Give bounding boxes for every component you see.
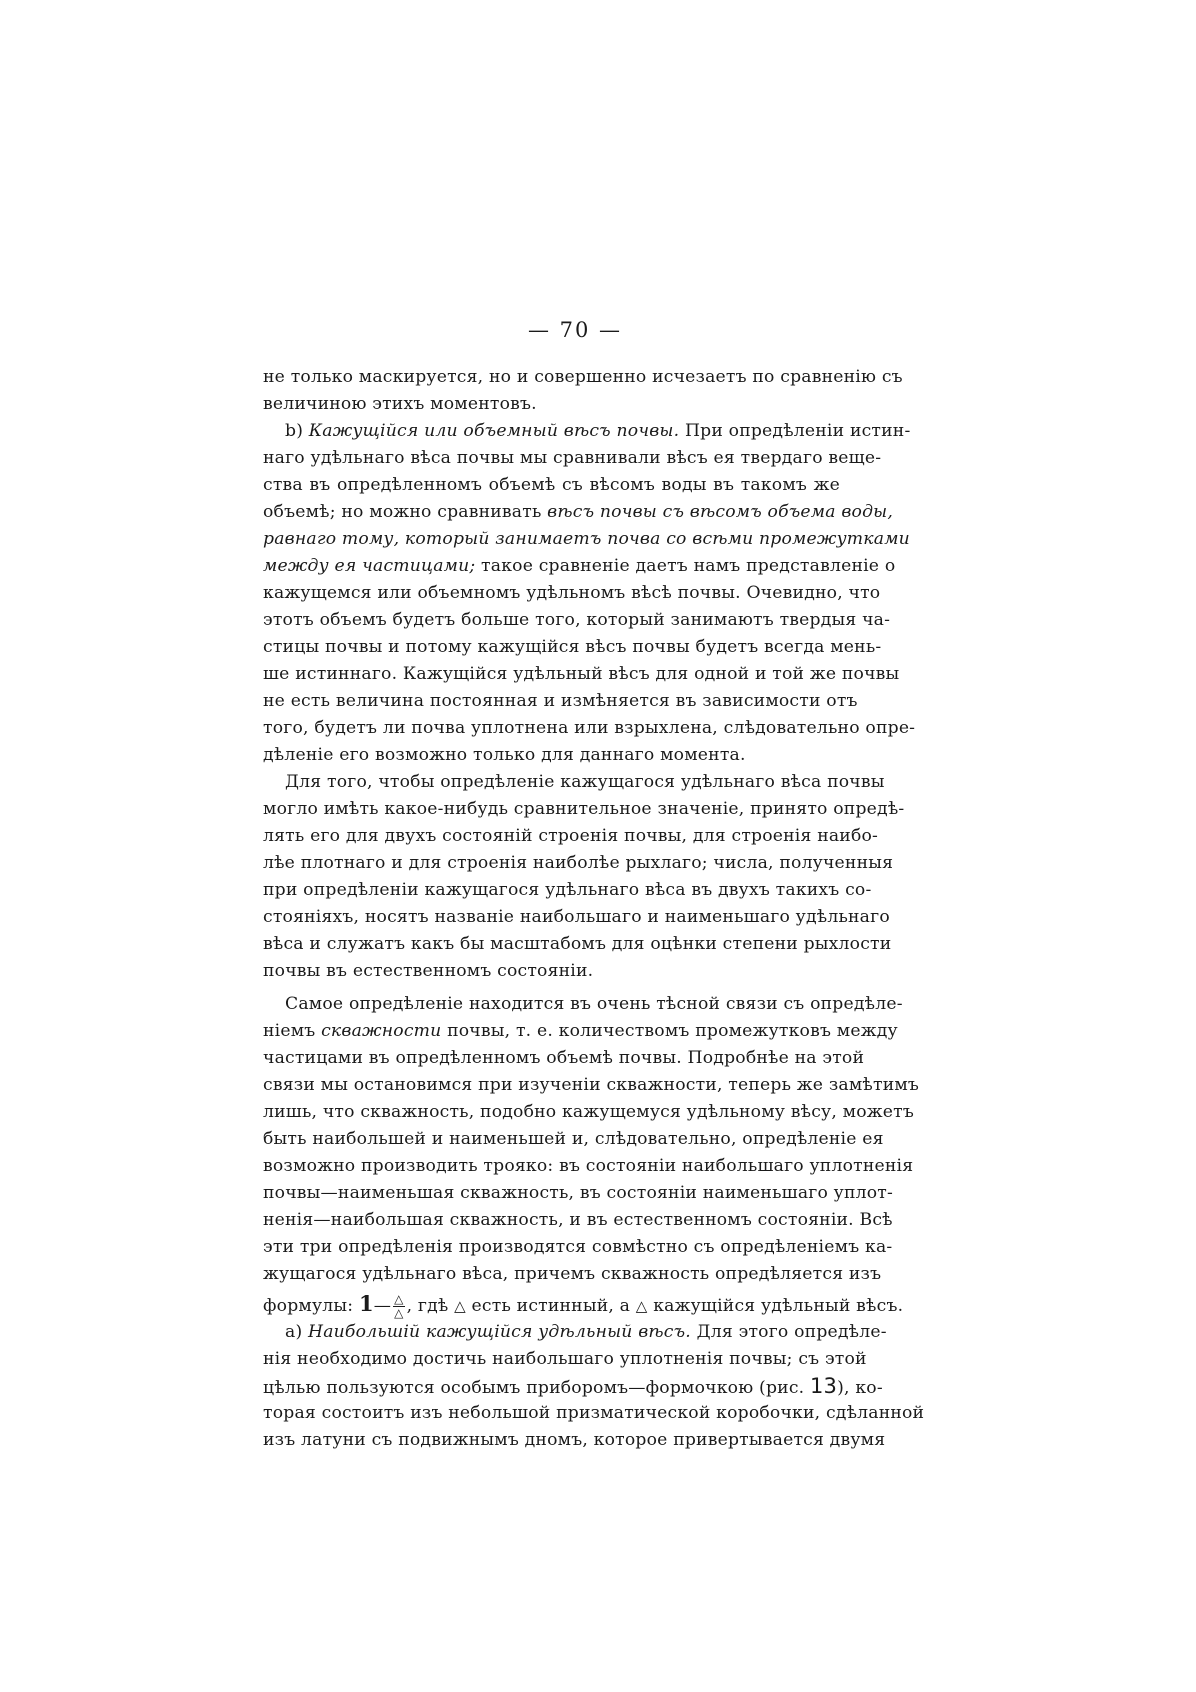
text-line: Самое опредѣленіе находится въ очень тѣсной связи съ опредѣле- [285,994,903,1014]
text-line: почвы въ естественномъ состояніи. [263,961,594,981]
text-line: цѣлью пользуются особымъ приборомъ—формочкою (рис. 13), ко- [263,1374,883,1398]
text-line: лишь, что скважность, подобно кажущемуся удѣльному вѣсу, можетъ [263,1102,915,1122]
text-line: ніемъ скважности почвы, т. е. количествомъ промежутковъ между [263,1021,898,1041]
section-a-title: Наибольшій кажущійся удѣльный вѣсъ. [308,1322,691,1342]
text-line: жущагося удѣльнаго вѣса, причемъ скважность опредѣляется изъ [263,1264,882,1284]
text-line: того, будетъ ли почва уплотнена или взрыхлена, слѣдовательно опре- [263,718,916,738]
text-line: могло имѣть какое-нибудь сравнительное значеніе, принято опредѣ- [263,799,905,819]
page-number: — 70 — [527,318,623,342]
text-line: этотъ объемъ будетъ больше того, который занимаютъ твердыя ча- [263,610,891,630]
delta-true-symbol: △ [454,1297,466,1315]
body-text [263,364,925,1454]
section-b-heading-line: b) Кажущійся или объемный вѣсъ почвы. При опредѣленіи истин- [285,421,911,441]
text-line: ше истиннаго. Кажущійся удѣльный вѣсъ для одной и той же почвы [263,664,900,684]
text-line: связи мы остановимся при изученіи скважности, теперь же замѣтимъ [263,1075,920,1095]
text-line: почвы—наименьшая скважность, въ состояніи наименьшаго уплот- [263,1183,894,1203]
text-line: объемѣ; но можно сравнивать вѣсъ почвы съ вѣсомъ объема воды, [263,502,894,522]
text-line: торая состоитъ изъ небольшой призматической коробочки, сдѣланной [263,1403,925,1423]
text-line: вѣса и служатъ какъ бы масштабомъ для оцѣнки степени рыхлости [263,934,892,954]
text-line: частицами въ опредѣленномъ объемѣ почвы. Подробнѣе на этой [263,1048,865,1068]
text-line: кажущемся или объемномъ удѣльномъ вѣсѣ почвы. Очевидно, что [263,583,881,603]
text-line: ства въ опредѣленномъ объемѣ съ вѣсомъ воды въ такомъ же [263,475,840,495]
text-line: не только маскируется, но и совершенно исчезаетъ по сравненію съ [263,367,903,387]
text-line: быть наибольшей и наименьшей и, слѣдовательно, опредѣленіе ея [263,1129,884,1149]
text-line: нія необходимо достичь наибольшаго уплотненія почвы; съ этой [263,1349,867,1369]
formula-one: 1 [358,1291,374,1316]
text-line: лѣе плотнаго и для строенія наиболѣе рыхлаго; числа, полученныя [263,853,894,873]
handwritten-figure-number: 13 [809,1374,838,1398]
text-line: стицы почвы и потому кажущійся вѣсъ почвы будетъ всегда мень- [263,637,882,657]
text-line: изъ латуни съ подвижнымъ дномъ, которое привертывается двумя [263,1430,886,1450]
text-line: стояніяхъ, носятъ названіе наибольшаго и наименьшаго удѣльнаго [263,907,890,927]
text-line: равнаго тому, который занимаетъ почва со всѣми промежутками [263,529,910,549]
text-line: возможно производить трояко: въ состояніи наибольшаго уплотненія [263,1156,914,1176]
section-a-heading-line: a) Наибольшій кажущійся удѣльный вѣсъ. Для этого опредѣле- [285,1322,887,1342]
delta-apparent-symbol: △ [635,1297,648,1315]
formula-fraction: $\frac{\triangle}{\triangle}$ [394,1292,404,1320]
text-line: Для того, чтобы опредѣленіе кажущагося удѣльнаго вѣса почвы [285,772,885,792]
text-line: при опредѣленіи кажущагося удѣльнаго вѣса въ двухъ такихъ со- [263,880,872,900]
text-line: не есть величина постоянная и измѣняется въ зависимости отъ [263,691,858,711]
text-line: лять его для двухъ состояній строенія почвы, для строенія наибо- [263,826,879,846]
formula-line: формулы: 1— $\frac{\triangle}{\triangle}$ , гдѣ △ есть истинный, а △ кажущійся удѣльный вѣсъ. [263,1291,904,1320]
text-line: дѣленіе его возможно только для даннаго момента. [263,745,746,765]
text-line: эти три опредѣленія производятся совмѣстно съ опредѣленіемъ ка- [263,1237,893,1257]
text-line: между ея частицами; такое сравненіе даетъ намъ представленіе о [263,556,896,576]
text-line: величиною этихъ моментовъ. [263,394,537,414]
text-line: наго удѣльнаго вѣса почвы мы сравнивали вѣсъ ея твердаго веще- [263,448,882,468]
text-line: ненія—наибольшая скважность, и въ естественномъ состояніи. Всѣ [263,1210,893,1230]
section-b-title: Кажущійся или объемный вѣсъ почвы. [308,421,680,441]
